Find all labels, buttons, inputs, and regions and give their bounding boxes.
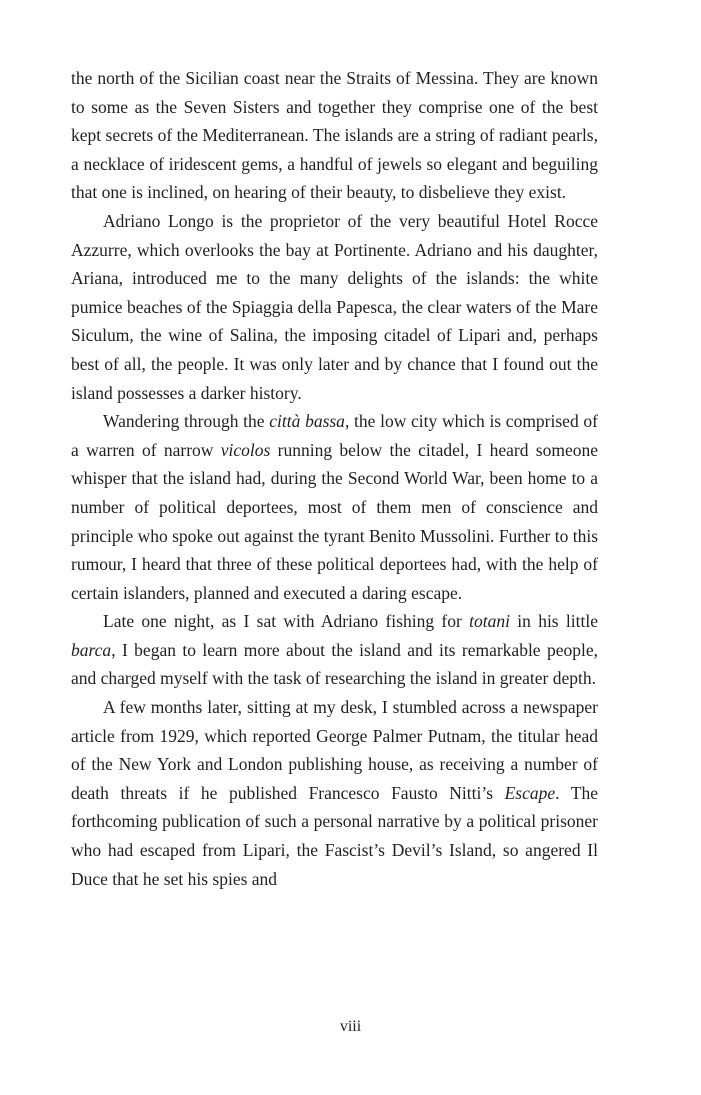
paragraph-3 <box>71 407 598 607</box>
paragraph-1 <box>71 64 598 207</box>
page-body <box>71 64 598 893</box>
italic-term-vicolos: vicolos <box>220 439 271 460</box>
page-number: viii <box>339 1018 362 1035</box>
italic-term-barca: barca <box>71 639 112 660</box>
italic-term-totani: totani <box>469 611 510 632</box>
italic-title-escape: Escape <box>504 782 556 803</box>
paragraph-4 <box>71 607 598 693</box>
paragraph-1-text: the north of the Sicilian coast near the Straits of Messina. They are known to some as the Seven Sisters and together they comprise one of the best kept secrets of the Mediterranean. The islands are a string of radiant pearls, a necklace of iridescent gems, a handful of jewels so elegant and beguiling that one is inclined, on hearing of their beauty, to disbelieve they exist. <box>71 68 598 203</box>
paragraph-5-text-a: A few months later, sitting at my desk, I stumbled across a newspaper article from 1929, which reported George Palmer Putnam, the titular head of the New York and London publishing house, as receiving a number of death threats if he published Francesco Fausto Nitti’s <box>71 697 598 803</box>
paragraph-4-text-b: in his little <box>509 611 598 632</box>
paragraph-5 <box>71 693 598 893</box>
paragraph-2 <box>71 207 598 407</box>
paragraph-2-text: Adriano Longo is the proprietor of the very beautiful Hotel Rocce Azzurre, which overlooks the bay at Portinente. Adriano and his daughter, Ariana, introduced me to the many delights of the islands: the white pumice beaches of the Spiaggia della Papesca, the clear waters of the Mare Siculum, the wine of Salina, the imposing citadel of Lipari and, perhaps best of all, the people. It was only later and by chance that I found out the island possesses a darker history. <box>71 210 598 403</box>
paragraph-3-text-c: running below the citadel, I heard someone whisper that the island had, during the Second World War, been home to a number of political deportees, most of them men of conscience and principle who spoke out against the tyrant Benito Mussolini. Further to this rumour, I heard that three of these political deportees had, with the help of certain islanders, planned and executed a daring escape. <box>71 439 598 603</box>
paragraph-3-text-b: , the low city which is comprised of a warren of narrow <box>71 411 598 460</box>
italic-term-citta-bassa: città bassa <box>269 411 345 432</box>
paragraph-4-text-a: Late one night, as I sat with Adriano fishing for <box>103 611 470 632</box>
paragraph-5-text-b: . The forthcoming publication of such a personal narrative by a political prisoner who had escaped from Lipari, the Fascist’s Devil’s Island, so angered Il Duce that he set his spies and <box>71 782 598 889</box>
paragraph-4-text-c: , I began to learn more about the island and its remarkable people, and charged myself with the task of researching the island in greater depth. <box>71 639 598 689</box>
paragraph-3-text-a: Wandering through the <box>103 411 270 432</box>
